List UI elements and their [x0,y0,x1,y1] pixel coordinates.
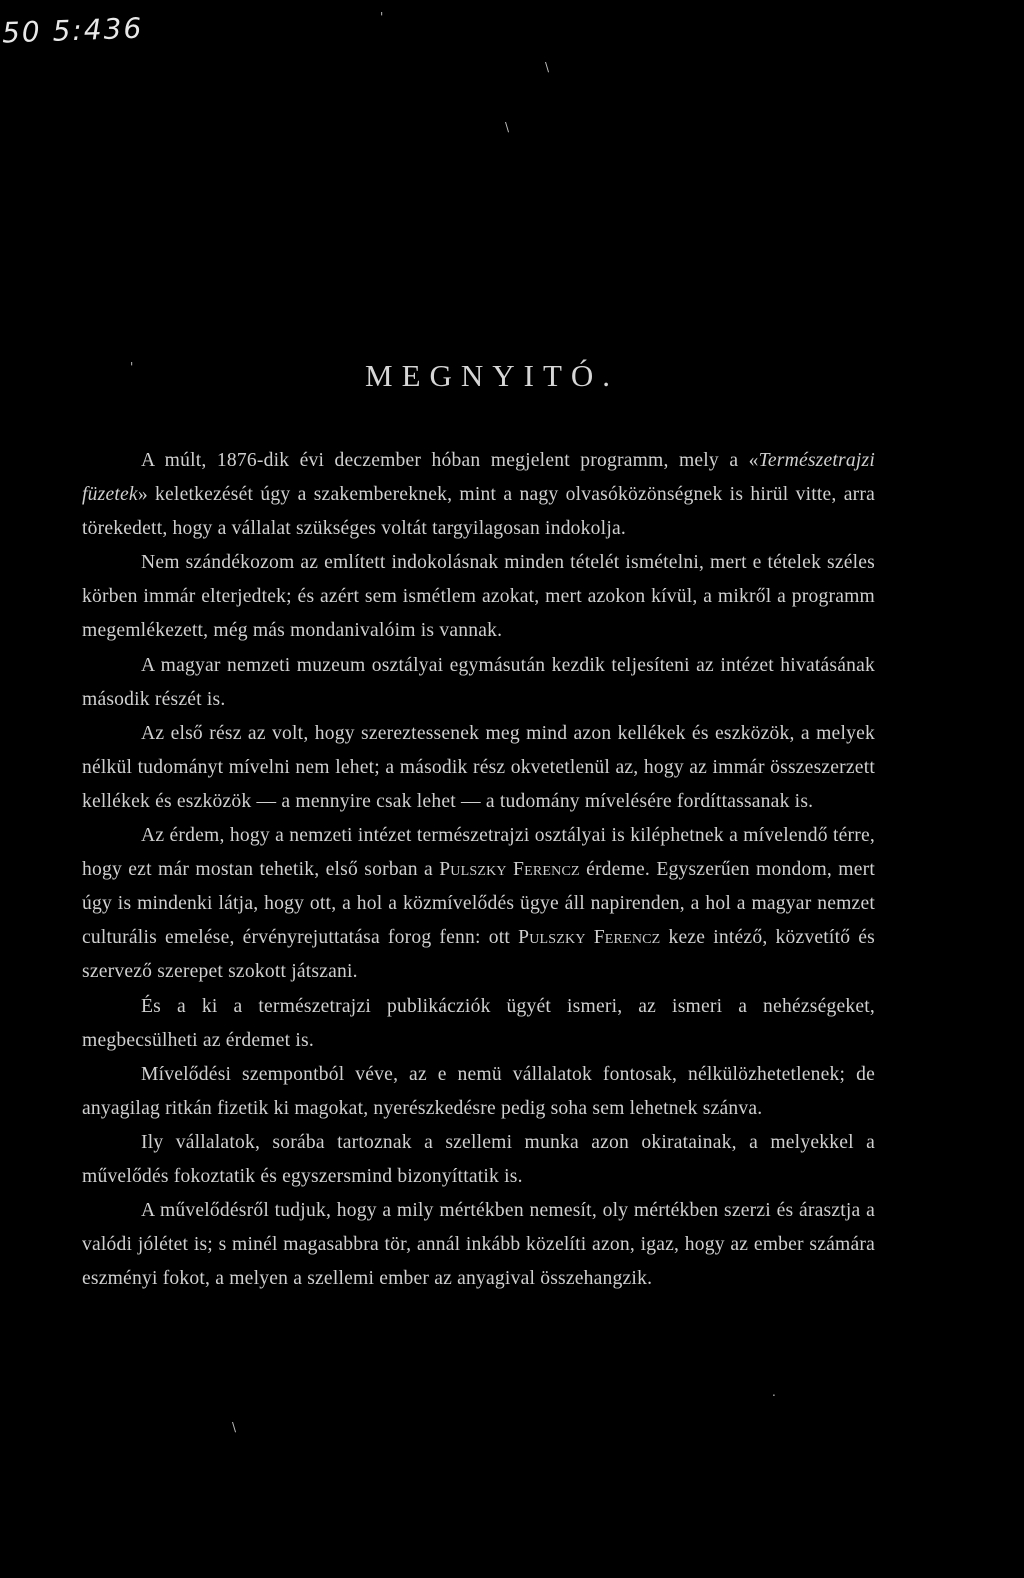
person-name: Pulszky Ferencz [439,859,580,881]
paragraph [82,990,875,1058]
publication-title: Természetrajzi füzetek [82,450,875,506]
text-run: Az első rész az volt, hogy szereztessenek meg mind azon kellékek és eszközök, a melyek nélkül tudományt mívelni nem lehet; a második rész okvetetlenül az, hogy az immár összeszerzett kellékek és eszközök — a mennyire csak lehet — a tudomány mívelésére fordíttassanak is. [82,722,875,812]
text-run: Nem szándékozom az említett indokolásnak minden tételét ismételni, mert e tételek széles körben immár elterjedtek; és azért sem ismétlem azokat, mert azokon kívül, a mikről a programm megemlékezett, még más mondanivalóim is vannak. [82,552,875,642]
paragraph [82,819,875,989]
scan-speck: . [772,1385,776,1399]
body-text [82,444,875,1296]
scan-speck: ' [130,360,134,374]
scan-speck: \ [232,1420,237,1434]
scan-speck: ' [380,10,384,24]
text-run: A magyar nemzeti muzeum osztályai egymásután kezdik teljesíteni az intézet hivatásának második részét is. [82,654,875,710]
text-run: » keletkezését úgy a szakembereknek, mint a nagy olvasóközönségnek is hirül vitte, arra törekedett, hogy a vállalat szükséges voltát targyilagosan indokolja. [82,484,875,540]
text-run: keze intéző, közvetítő és szervező szerepet szokott játszani. [82,927,875,983]
text-run: Mívelődési szempontból véve, az e nemü vállalatok fontosak, nélkülözhetetlenek; de anyagilag ritkán fizetik ki magokat, nyerészkedésre pedig soha sem lehetnek szánva. [82,1063,875,1119]
paragraph [82,1058,875,1126]
text-run: Ily vállalatok, sorába tartoznak a szellemi munka azon okiratainak, a melyekkel a művelődés fokoztatik és egyszersmind bizonyíttatik is. [82,1131,875,1187]
scan-speck: \ [545,60,550,74]
text-run: A művelődésről tudjuk, hogy a mily mértékben nemesít, oly mértékben szerzi és árasztja a valódi jólétet is; s minél magasabbra tör, annál inkább közelíti azon, igaz, hogy az ember számára eszményi fokot, a melyen a szellemi ember az anyagival összehangzik. [82,1200,875,1290]
paragraph [82,1126,875,1194]
text-run: érdeme. Egyszerűen mondom, mert úgy is mindenki látja, hogy ott, a hol a közmívelődés ügye áll napirenden, a hol a magyar nemzet culturális emelése, érvényrejuttatása forog fenn: ott [82,859,875,949]
paragraph [82,717,875,819]
paragraph [82,649,875,717]
text-run: A múlt, 1876-dik évi deczember hóban megjelent programm, mely a « [141,450,759,471]
text-run: Az érdem, hogy a nemzeti intézet természetrajzi osztályai is kiléphetnek a mívelendő térre, hogy ezt már mostan tehetik, első sorban a [82,825,875,881]
person-name: Pulszky Ferencz [518,927,661,949]
page-title: MEGNYITÓ. [365,358,620,393]
paragraph [82,1194,875,1296]
handwritten-catalog-number: 50 5:436 [1,11,144,50]
paragraph [82,546,875,648]
text-run: És a ki a természetrajzi publikácziók ügyét ismeri, az ismeri a nehézségeket, megbecsülheti az érdemet is. [82,995,875,1051]
paragraph [82,444,875,546]
scan-speck: \ [505,120,510,134]
